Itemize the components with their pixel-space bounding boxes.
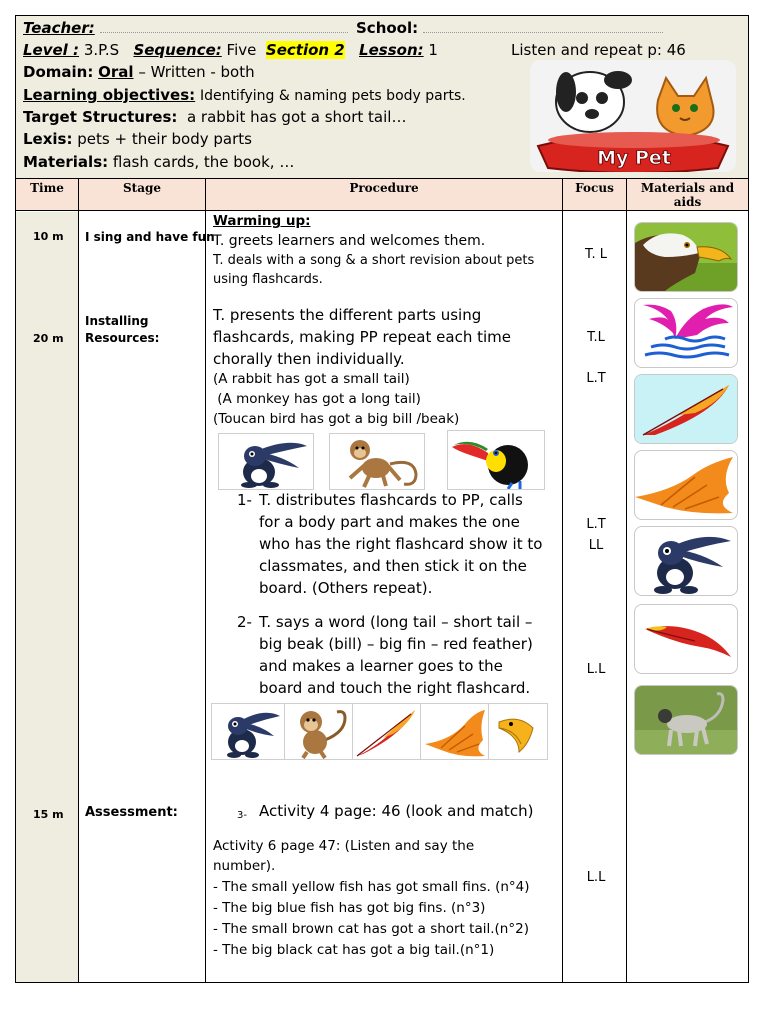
domain-label: Domain: [23,63,94,81]
activity6-line: - The big blue fish has got big fins. (n°3) [213,900,486,916]
present-line: T. presents the different parts using [213,306,482,324]
activity6-line: number). [213,858,276,874]
col-materials: Materials and aids [627,179,748,211]
materials-label: Materials: [23,153,109,171]
col-time: Time [16,179,78,211]
structures-line [23,108,406,126]
level-value: 3.P.S [83,41,120,59]
activity6-line: - The small yellow fish has got small fins. (n°4) [213,879,530,895]
domain-value: Oral [98,63,134,81]
time-10m: 10 m [33,230,64,243]
lesson-value: 1 [428,41,438,59]
school-label: School: [356,19,419,37]
beak-image [488,703,548,760]
monkey-image [329,433,425,490]
level-line [23,41,438,59]
orange-fin-card [634,450,738,520]
step2-line: big beak (bill) – big fin – red feather) [259,635,533,653]
warming-line: using flashcards. [213,272,323,287]
structures-label: Target Structures: [23,108,178,126]
domain-line [23,63,255,81]
step2-number: 2- [237,613,252,631]
stage-warming: I sing and have fun [85,230,215,244]
step3-number: 3- [237,810,247,821]
rabbit-image [211,703,285,760]
lesson-plan [15,15,749,983]
step1-line: who has the right flashcard show it to [259,535,543,553]
step1-line: for a body part and makes the one [259,513,520,531]
example-line: (Toucan bird has got a big bill /beak) [213,411,460,427]
logo-text: My Pet [597,147,671,169]
listen-repeat: Listen and repeat p: 46 [511,41,686,59]
red-beak-card [634,604,738,674]
step1-line: T. distributes flashcards to PP, calls [259,491,523,509]
monkey-photo-card [634,685,738,755]
section-label: Section 2 [265,41,345,59]
teacher-label: Teacher: [23,19,95,37]
step3-text: Activity 4 page: 46 (look and match) [259,802,534,820]
warming-line: T. deals with a song & a short revision about pets [213,253,535,268]
lexis-line [23,130,252,148]
col-stage: Stage [79,179,205,211]
my-pet-logo [530,60,736,172]
step1-line: classmates, and then stick it on the [259,557,527,575]
stage-installing: Installing Resources: [85,314,160,345]
eagle-card [634,222,738,292]
objectives-line [23,86,466,105]
time-20m: 20 m [33,332,64,345]
lesson-header [16,16,748,179]
materials-line [23,153,294,171]
present-line: flashcards, making PP repeat each time [213,328,511,346]
col-focus: Focus [563,179,626,211]
example-line: (A monkey has got a long tail) [213,391,421,407]
school-line [356,19,663,37]
focus-value: T.L [587,330,605,345]
teacher-line [23,19,348,37]
step2-line: and makes a learner goes to the [259,657,503,675]
step1-line: board. (Others repeat). [259,579,433,597]
sequence-value: Five [226,41,257,59]
lexis-value: pets + their body parts [77,130,252,148]
level-label: Level : [23,41,80,59]
fish-tail-card [634,298,738,368]
monkey-image [284,703,353,760]
focus-value: T. L [585,247,607,262]
school-blank [423,22,663,33]
col-procedure: Procedure [206,179,562,211]
step2-line: board and touch the right flashcard. [259,679,531,697]
focus-value: L.T [586,517,606,532]
activity6-line: Activity 6 page 47: (Listen and say the [213,838,475,854]
rabbit-image [218,433,314,490]
time-column-bg [16,212,78,982]
toucan-image [447,430,545,490]
step2-line: T. says a word (long tail – short tail – [259,613,533,631]
divider [205,179,206,982]
materials-value: flash cards, the book, … [112,153,295,171]
divider [626,179,627,982]
objectives-label: Learning objectives: [23,86,196,104]
step1-number: 1- [237,491,252,509]
warming-title: Warming up: [213,213,311,229]
sequence-label: Sequence: [133,41,222,59]
focus-value: L.L [586,870,606,885]
domain-rest: – Written - both [138,63,255,81]
teacher-blank [100,22,348,33]
example-line: (A rabbit has got a small tail) [213,371,410,387]
lexis-label: Lexis: [23,130,73,148]
orange-fin-image [420,703,489,760]
activity6-line: - The big black cat has got a big tail.(n°1) [213,942,495,958]
divider [78,179,79,982]
structures-value: a rabbit has got a short tail… [186,108,407,126]
divider [562,179,563,982]
rabbit-card [634,526,738,596]
red-feather-image [352,703,421,760]
warming-line: T. greets learners and welcomes them. [213,233,486,249]
objectives-value: Identifying & naming pets body parts. [199,88,466,104]
lesson-label: Lesson: [359,41,424,59]
focus-value: L.T [586,371,606,386]
present-line: chorally then individually. [213,350,405,368]
focus-value: L.L [586,662,606,677]
activity6-line: - The small brown cat has got a short tail.(n°2) [213,921,529,937]
stage-assessment: Assessment: [85,805,178,820]
focus-value: LL [588,538,604,553]
red-feather-card [634,374,738,444]
time-15m: 15 m [33,808,64,821]
